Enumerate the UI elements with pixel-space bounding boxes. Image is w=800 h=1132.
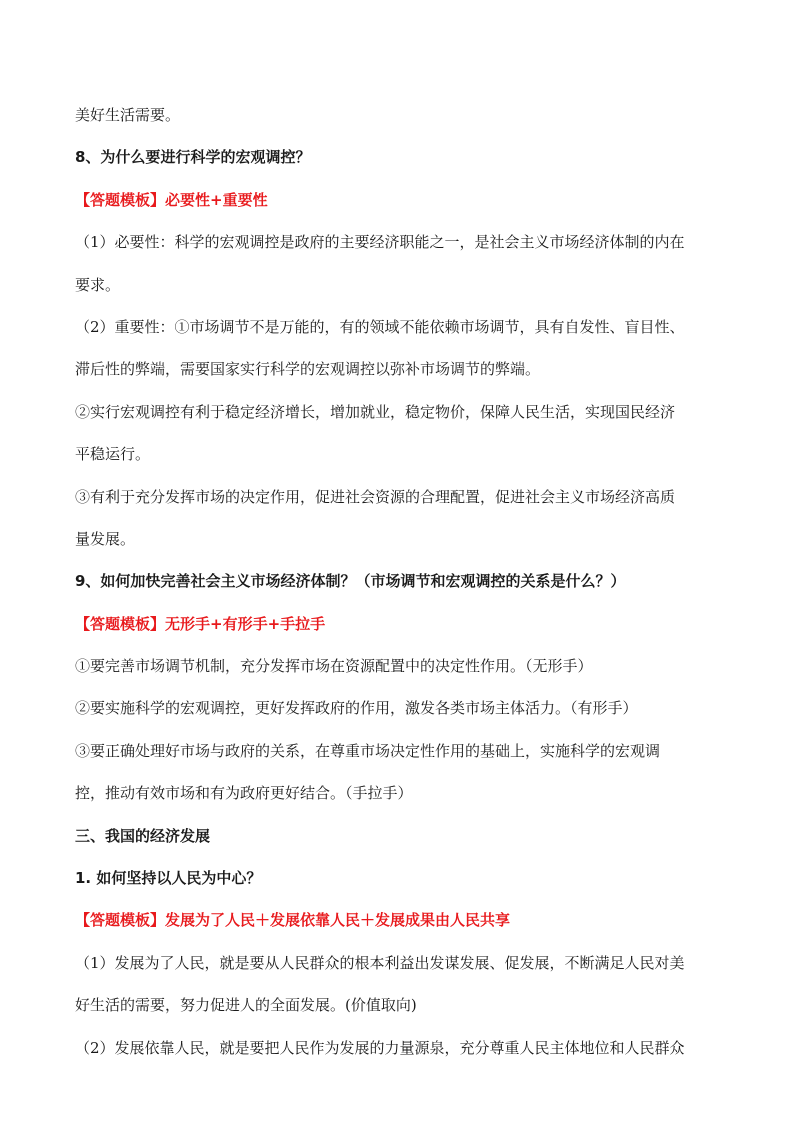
body-line: ①要完善市场调节机制，充分发挥市场在资源配置中的决定性作用。（无形手） [75,657,593,676]
body-line: （2）重要性：①市场调节不是万能的，有的领域不能依赖市场调节，具有自发性、盲目性、 [75,317,685,336]
body-line: （1）发展为了人民，就是要从人民群众的根本利益出发谋发展、促发展，不断满足人民对美 [75,953,685,972]
body-line: （2）发展依靠人民，就是要把人民作为发展的力量源泉，充分尊重人民主体地位和人民群众 [75,1038,685,1057]
body-line: ②实行宏观调控有利于稳定经济增长，增加就业，稳定物价，保障人民生活，实现国民经济 [75,402,676,421]
body-line: 控，推动有效市场和有为政府更好结合。（手拉手） [75,784,413,803]
question-heading: 9、如何加快完善社会主义市场经济体制？（市场调节和宏观调控的关系是什么？） [75,572,626,591]
body-line: 好生活的需要，努力促进人的全面发展。(价值取向) [75,996,417,1015]
document-page [75,94,731,1069]
section-heading: 三、我国的经济发展 [75,826,211,845]
answer-template: 【答题模板】发展为了人民＋发展依靠人民＋发展成果由人民共享 [75,911,511,930]
question-heading: 1. 如何坚持以人民为中心？ [75,869,262,888]
body-line: （1）必要性：科学的宏观调控是政府的主要经济职能之一，是社会主义市场经济体制的内在 [75,233,685,252]
answer-template: 【答题模板】必要性+重要性 [75,190,268,209]
body-line: 要求。 [75,275,121,294]
body-line: 滞后性的弊端，需要国家实行科学的宏观调控以弥补市场调节的弊端。 [75,360,541,379]
body-line: ③有利于充分发挥市场的决定作用，促进社会资源的合理配置，促进社会主义市场经济高质 [75,487,676,506]
body-line: ②要实施科学的宏观调控，更好发挥政府的作用，激发各类市场主体活力。（有形手） [75,699,638,718]
question-heading: 8、为什么要进行科学的宏观调控？ [75,148,311,167]
body-line: 美好生活需要。 [75,106,181,124]
body-line: 量发展。 [75,529,136,548]
body-line: 平稳运行。 [75,445,151,464]
answer-template: 【答题模板】无形手+有形手+手拉手 [75,614,326,633]
body-line: ③要正确处理好市场与政府的关系，在尊重市场决定性作用的基础上，实施科学的宏观调 [75,741,661,760]
